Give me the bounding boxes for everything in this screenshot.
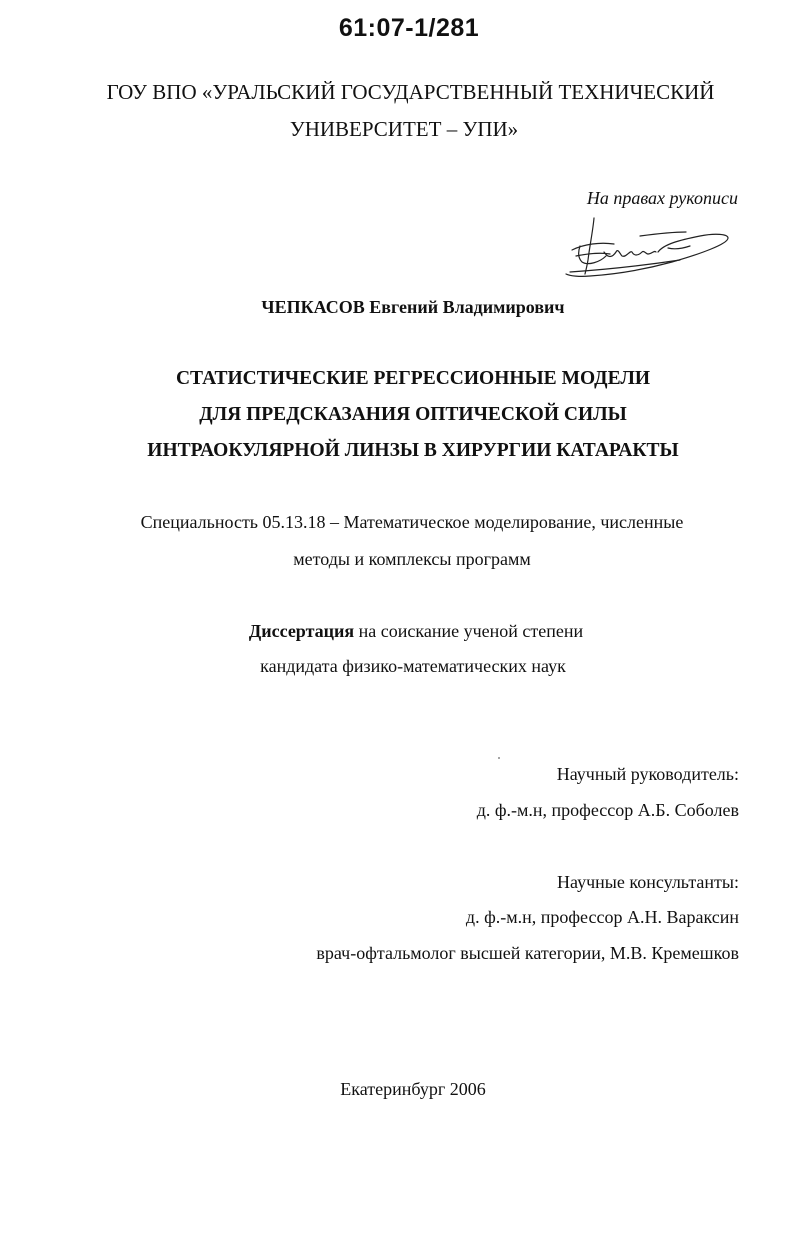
catalog-number: 61:07-1/281 [338, 14, 480, 42]
title-line-2: ДЛЯ ПРЕДСКАЗАНИЯ ОПТИЧЕСКОЙ СИЛЫ [199, 404, 627, 425]
consultant-second: врач-офтальмолог высшей категории, М.В. Кремешков [316, 943, 739, 963]
dissertation-label: Диссертация [248, 621, 355, 641]
dissertation-line-2: кандидата физико-математических наук [260, 656, 566, 676]
specialty-line-2: методы и комплексы программ [293, 549, 531, 569]
title-line-3: ИНТРАОКУЛЯРНОЙ ЛИНЗЫ В ХИРУРГИИ КАТАРАКТЫ [147, 440, 679, 461]
author-name [0, 297, 796, 318]
city-year: Екатеринбург 2006 [340, 1079, 486, 1099]
consultants-heading: Научные консультанты: [557, 872, 739, 892]
consultant-first: д. ф.-м.н, профессор А.Н. Вараксин [465, 907, 739, 927]
title-line-1: СТАТИСТИЧЕСКИЕ РЕГРЕССИОННЫЕ МОДЕЛИ [175, 368, 651, 389]
specialty-line-1: Специальность 05.13.18 – Математическое моделирование, численные [140, 512, 684, 532]
dissertation-degree-text: на соискание ученой степени [354, 621, 584, 641]
supervisor-heading: Научный руководитель: [556, 764, 739, 784]
organization-line-1: ГОУ ВПО «УРАЛЬСКИЙ ГОСУДАРСТВЕННЫЙ ТЕХНИЧЕСКИЙ [106, 80, 715, 104]
dissertation-line-1 [0, 621, 796, 642]
author-surname: ЧЕПКАСОВ [261, 297, 365, 317]
organization-line-2: УНИВЕРСИТЕТ – УПИ» [289, 117, 519, 141]
scan-speck [498, 757, 500, 759]
manuscript-rights-note: На правах рукописи [586, 188, 738, 208]
supervisor-name: д. ф.-м.н, профессор А.Б. Соболев [476, 800, 739, 820]
author-given-names: Евгений Владимирович [369, 297, 565, 317]
handwritten-signature [560, 214, 735, 284]
